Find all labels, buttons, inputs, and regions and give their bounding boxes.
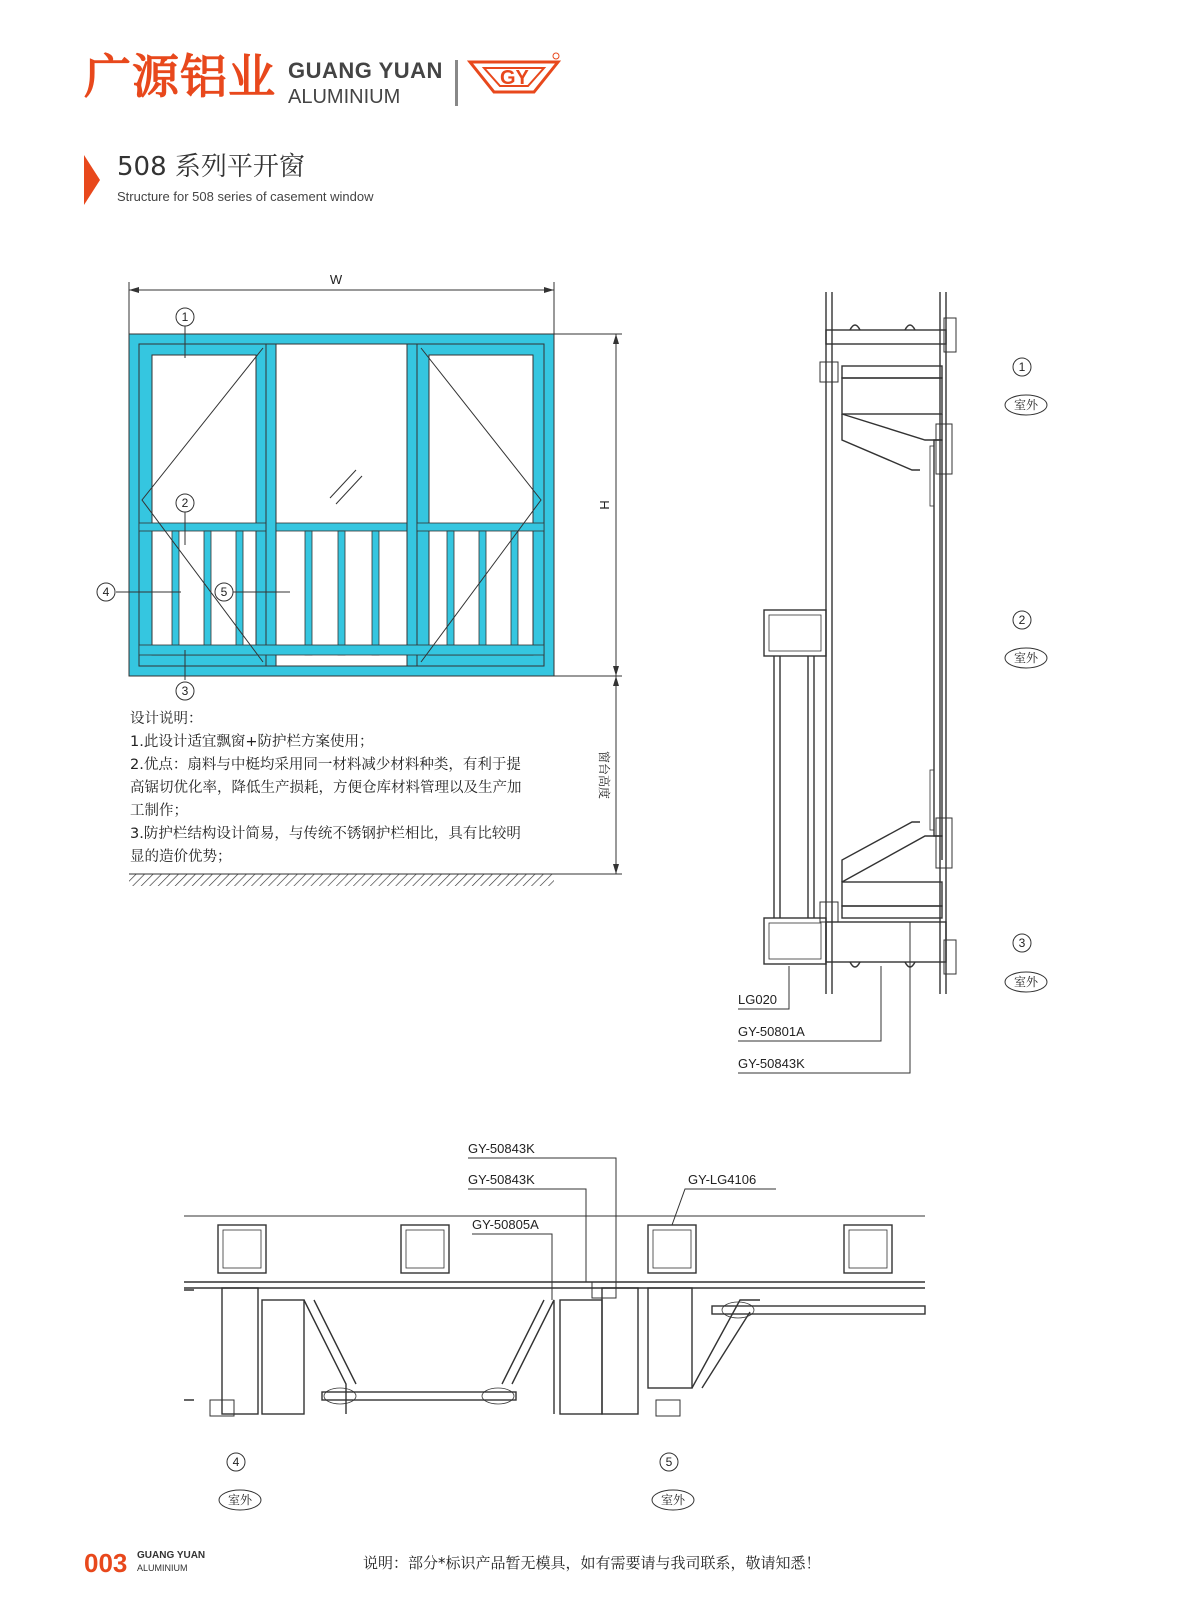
footer-brand-sub: ALUMINIUM bbox=[137, 1563, 188, 1573]
notes-line: 工制作； bbox=[130, 803, 188, 819]
brand-name-en-sub: ALUMINIUM bbox=[288, 86, 401, 108]
callout-lg020: LG020 bbox=[738, 992, 778, 1007]
footer-brand: GUANG YUAN bbox=[137, 1550, 206, 1561]
vsec-marker-1-label: 1 bbox=[1018, 360, 1026, 374]
brand-name-en: GUANG YUAN bbox=[288, 58, 443, 83]
brand-name-cn: 广源铝业 bbox=[84, 50, 276, 105]
notes-line: 高锯切优化率，降低生产损耗，方便仓库材料管理以及生产加 bbox=[130, 780, 522, 796]
hsec-callout-gy-50843k-b: GY-50843K bbox=[468, 1172, 535, 1187]
marker-1-label: 1 bbox=[181, 310, 189, 324]
notes-line: 显的造价优势； bbox=[130, 849, 232, 865]
page-number: 003 bbox=[84, 1548, 128, 1578]
vsec-marker-2-label: 2 bbox=[1018, 613, 1026, 627]
callout-gy-50801a: GY-50801A bbox=[738, 1024, 805, 1039]
marker-3-label: 3 bbox=[181, 684, 189, 698]
notes-line: 2.优点：扇料与中梃均采用同一材料减少材料种类，有利于提 bbox=[130, 757, 521, 773]
notes-line: 1.此设计适宜飘窗+防护栏方案使用； bbox=[130, 734, 374, 750]
footer-note: 说明：部分*标识产品暂无模具，如有需要请与我司联系，敬请知悉！ bbox=[363, 1554, 821, 1572]
vertical-section bbox=[738, 292, 956, 1073]
hsec-callout-gy-50843k-a: GY-50843K bbox=[468, 1141, 535, 1156]
marker-4-label: 4 bbox=[102, 585, 110, 599]
horizontal-section bbox=[184, 1158, 925, 1416]
marker-2-label: 2 bbox=[181, 496, 189, 510]
sill-height-label: 窗台高度 bbox=[597, 750, 611, 800]
page-subtitle: Structure for 508 series of casement window bbox=[117, 189, 374, 204]
hsec-marker-5-label: 5 bbox=[665, 1455, 673, 1469]
hsec-callout-gy-50805a: GY-50805A bbox=[472, 1217, 539, 1232]
vsec-tag-3-label: 室外 bbox=[1013, 975, 1039, 989]
hsec-callout-gy-lg4106: GY-LG4106 bbox=[688, 1172, 757, 1187]
title-marker-icon bbox=[84, 155, 100, 205]
vsec-marker-3-label: 3 bbox=[1018, 936, 1026, 950]
vsec-tag-2-label: 室外 bbox=[1013, 651, 1039, 665]
vsec-tag-1-label: 室外 bbox=[1013, 398, 1039, 412]
notes-heading: 设计说明： bbox=[130, 711, 203, 727]
hsec-tag-5-label: 室外 bbox=[660, 1493, 686, 1507]
page-title: 508 系列平开窗 bbox=[117, 152, 305, 182]
callout-gy-50843k: GY-50843K bbox=[738, 1056, 805, 1071]
design-notes bbox=[130, 708, 560, 869]
marker-5-label: 5 bbox=[220, 585, 228, 599]
notes-line: 3.防护栏结构设计简易，与传统不锈钢护栏相比，具有比较明 bbox=[130, 826, 521, 842]
hsec-tag-4-label: 室外 bbox=[227, 1493, 253, 1507]
logo-icon bbox=[470, 53, 559, 92]
height-label: H bbox=[597, 500, 612, 510]
width-label: W bbox=[329, 272, 343, 287]
hsec-marker-4-label: 4 bbox=[232, 1455, 240, 1469]
logo-text: GY bbox=[500, 67, 529, 89]
